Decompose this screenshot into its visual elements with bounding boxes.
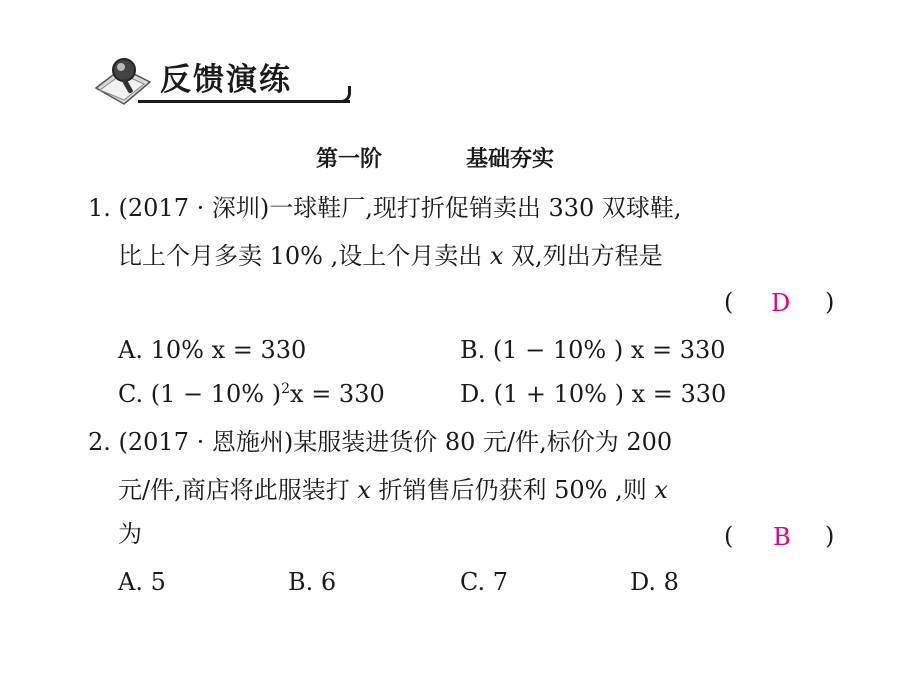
q1-variable: x (489, 242, 504, 270)
q2-option-d: D. 8 (630, 568, 679, 596)
q1-paren-open: ( (724, 288, 734, 316)
q2-paren-close: ) (825, 522, 835, 550)
q2-option-a: A. 5 (118, 568, 166, 596)
q2-line2a: 元/件,商店将此服装打 (118, 476, 358, 504)
q1-answer: D (771, 289, 791, 317)
banner-title: 反馈演练 (160, 62, 292, 98)
q2-line2b: 折销售后仍获利 50% ,则 (370, 476, 655, 504)
q1-option-b: B. (1 − 10% ) x = 330 (460, 336, 726, 364)
q2-line3: 为 (118, 520, 142, 548)
q2-variable: x (357, 476, 371, 504)
q1-option-a: A. 10% x = 330 (118, 336, 307, 364)
q2-variable-2: x (654, 476, 668, 504)
q2-option-c: C. 7 (460, 568, 509, 596)
q1-line1: 1. (2017 · 深圳)一球鞋厂,现打折促销卖出 330 双球鞋, (88, 194, 682, 222)
q2-answer: B (773, 523, 791, 551)
q2-line2 (118, 478, 668, 502)
banner-underline (138, 100, 350, 103)
q1-option-d: D. (1 + 10% ) x = 330 (460, 380, 727, 408)
q2-line1: 2. (2017 · 恩施州)某服装进货价 80 元/件,标价为 200 (88, 428, 673, 456)
section-label-part1: 第一阶 (316, 147, 383, 172)
q1-paren-close: ) (825, 288, 835, 316)
section-label-part2: 基础夯实 (466, 147, 555, 172)
q1-line2a: 比上个月多卖 10% ,设上个月卖出 (118, 242, 490, 270)
q1-line2b: 双,列出方程是 (503, 242, 663, 270)
q2-paren-open: ( (724, 522, 734, 550)
q1-option-c-pre: C. (1 − 10% ) (118, 380, 282, 408)
q1-line2 (118, 244, 663, 268)
q1-option-c (118, 382, 385, 406)
q1-option-c-exponent: 2 (281, 381, 291, 397)
q2-option-b: B. 6 (288, 568, 337, 596)
q1-option-c-post: x = 330 (290, 380, 385, 408)
